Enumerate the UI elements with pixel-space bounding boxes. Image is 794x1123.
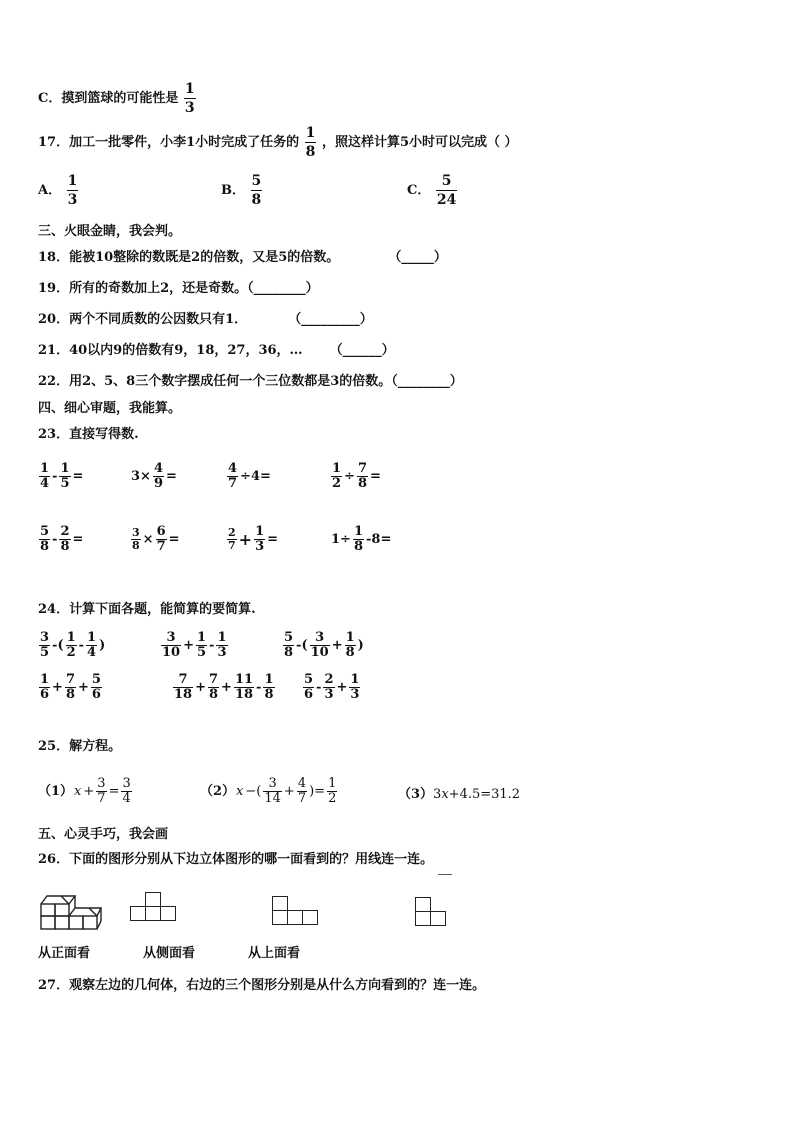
numerator: 1 xyxy=(184,81,195,97)
q23-item-1 xyxy=(38,462,84,491)
operator: + xyxy=(78,679,89,695)
numerator: 1 xyxy=(264,672,274,687)
numerator: 2 xyxy=(60,524,70,539)
q17-option-b[interactable] xyxy=(221,172,263,209)
fraction xyxy=(227,462,238,491)
operator: ) xyxy=(99,637,106,653)
answer-blank[interactable]: （_____） xyxy=(388,250,447,265)
equals: = xyxy=(72,468,84,484)
q23-item-2 xyxy=(130,462,178,491)
operator: −( xyxy=(245,783,262,799)
denominator: 8 xyxy=(40,539,50,554)
fraction xyxy=(131,527,141,552)
q17-option-a[interactable] xyxy=(38,172,79,209)
q23-item-8 xyxy=(330,525,392,554)
coefficient: 3 xyxy=(433,787,442,802)
view-figure-2[interactable] xyxy=(272,896,320,932)
denominator: 8 xyxy=(65,687,75,702)
q17-option-c[interactable] xyxy=(407,172,458,209)
denominator: 5 xyxy=(40,645,50,660)
denominator: 2 xyxy=(328,791,337,806)
fraction xyxy=(345,631,356,660)
denominator: 4 xyxy=(87,645,97,660)
fraction xyxy=(216,631,227,660)
operator: - xyxy=(52,531,58,547)
question-text: 18．能被10整除的数既是2的倍数，又是5的倍数。 xyxy=(38,250,340,265)
numerator: 3 xyxy=(122,776,131,791)
fraction xyxy=(96,777,106,806)
numerator: 1 xyxy=(350,672,360,687)
answer-blank[interactable]: （________） xyxy=(247,281,319,296)
denominator: 7 xyxy=(228,476,238,491)
denominator: 9 xyxy=(153,476,163,491)
fraction xyxy=(196,631,207,660)
denominator: 24 xyxy=(436,192,457,208)
denominator: 8 xyxy=(132,539,140,552)
fraction xyxy=(349,673,360,702)
view-figure-1[interactable] xyxy=(130,892,178,928)
denominator: 8 xyxy=(251,192,262,208)
q23-item-4 xyxy=(330,462,382,491)
numerator: 5 xyxy=(251,173,262,189)
operator: 1÷ xyxy=(331,531,351,547)
denominator: 3 xyxy=(350,687,360,702)
fraction xyxy=(303,673,314,702)
numerator: 3 xyxy=(315,630,325,645)
variable: x xyxy=(441,787,449,802)
numerator: 7 xyxy=(209,672,219,687)
q24-item-6 xyxy=(302,673,361,702)
question-25-title: 25．解方程。 xyxy=(38,739,122,754)
denominator: 6 xyxy=(91,687,101,702)
numerator: 1 xyxy=(66,630,76,645)
question-22 xyxy=(38,374,463,390)
fraction xyxy=(65,673,76,702)
question-text: ，照这样计算5小时可以完成（ ） xyxy=(321,135,518,150)
question-text: 22．用2、5、8三个数字摆成任何一个三位数都是3的倍数。 xyxy=(38,374,392,389)
denominator: 8 xyxy=(209,687,219,702)
denominator: 3 xyxy=(217,645,227,660)
operator: - xyxy=(78,637,85,653)
numerator: 11 xyxy=(234,672,254,687)
operator: -( xyxy=(52,637,64,653)
fraction xyxy=(173,673,193,702)
denominator: 7 xyxy=(156,539,166,554)
numerator: 5 xyxy=(40,524,50,539)
equation-label: （3） xyxy=(398,787,434,802)
fraction xyxy=(66,631,77,660)
numerator: 4 xyxy=(153,461,163,476)
section-5-title: 五、心灵手巧，我会画 xyxy=(38,827,169,842)
denominator: 4 xyxy=(40,476,50,491)
equals: = xyxy=(72,531,84,547)
expression: +4.5=31.2 xyxy=(448,787,521,802)
denominator: 7 xyxy=(228,539,236,552)
fraction xyxy=(39,462,50,491)
denominator: 8 xyxy=(264,687,274,702)
option-label: C． xyxy=(407,183,431,198)
fraction xyxy=(156,525,167,554)
numerator: 1 xyxy=(345,630,355,645)
q24-item-4 xyxy=(38,673,103,702)
operator: ÷4= xyxy=(240,468,271,484)
view-label-front[interactable]: 从正面看 xyxy=(38,946,91,961)
fraction xyxy=(208,673,219,702)
answer-blank[interactable]: （______） xyxy=(329,343,395,358)
fraction xyxy=(305,124,317,161)
fraction xyxy=(283,631,294,660)
q25-equation-3 xyxy=(398,787,520,803)
operator: - xyxy=(209,637,215,653)
question-text: 19．所有的奇数加上2，还是奇数。 xyxy=(38,281,248,296)
denominator: 8 xyxy=(357,476,367,491)
denominator: 6 xyxy=(304,687,314,702)
denominator: 6 xyxy=(40,687,50,702)
fraction xyxy=(39,525,50,554)
numerator: 4 xyxy=(297,776,307,791)
question-26-title: 26．下面的图形分别从下边立体图形的哪一面看到的？用线连一连。 xyxy=(38,852,434,867)
solid-figure xyxy=(40,888,102,930)
view-label-side[interactable]: 从侧面看 xyxy=(143,946,196,961)
numerator: 1 xyxy=(67,173,78,189)
fraction xyxy=(67,172,79,209)
fraction xyxy=(161,631,181,660)
numerator: 3 xyxy=(97,776,106,791)
question-21 xyxy=(38,343,395,359)
fraction xyxy=(39,631,50,660)
numerator: 1 xyxy=(60,461,70,476)
option-label: A． xyxy=(38,183,62,198)
denominator: 3 xyxy=(255,539,265,554)
fraction xyxy=(121,777,131,806)
numerator: 1 xyxy=(328,776,337,791)
question-19 xyxy=(38,281,319,297)
numerator: 2 xyxy=(228,526,236,539)
denominator: 2 xyxy=(66,645,76,660)
fraction xyxy=(331,462,342,491)
fraction xyxy=(254,525,265,554)
option-label: C．摸到篮球的可能性是 xyxy=(38,91,179,106)
cube-stack-icon xyxy=(40,888,102,930)
equals: = xyxy=(166,468,177,484)
denominator: 3 xyxy=(184,100,195,116)
numerator: 7 xyxy=(357,461,367,476)
denominator: 18 xyxy=(234,687,254,702)
answer-blank[interactable]: （________） xyxy=(391,374,463,389)
q23-item-6 xyxy=(130,525,181,554)
operator: ÷ xyxy=(344,468,355,484)
fraction xyxy=(310,631,330,660)
question-27-title: 27．观察左边的几何体，右边的三个图形分别是从什么方向看到的？连一连。 xyxy=(38,978,486,993)
operator: - xyxy=(316,679,322,695)
numerator: 5 xyxy=(284,630,294,645)
answer-blank[interactable]: （_________） xyxy=(288,312,373,327)
equals: = xyxy=(370,468,381,484)
numerator: 5 xyxy=(441,173,452,189)
fraction xyxy=(153,462,164,491)
equals: = xyxy=(108,783,120,799)
equals: = xyxy=(267,531,279,547)
numerator: 1 xyxy=(87,630,97,645)
fraction xyxy=(323,673,334,702)
denominator: 8 xyxy=(345,645,355,660)
numerator: 3 xyxy=(40,630,50,645)
denominator: 7 xyxy=(97,791,106,806)
fraction xyxy=(263,777,282,806)
numerator: 3 xyxy=(268,776,277,791)
question-text: 17．加工一批零件，小李1小时完成了任务的 xyxy=(38,135,300,150)
question-24-title: 24．计算下面各题，能简算的要简算. xyxy=(38,602,256,617)
denominator: 3 xyxy=(324,687,334,702)
numerator: 1 xyxy=(40,461,50,476)
numerator: 1 xyxy=(255,524,265,539)
denominator: 5 xyxy=(197,645,207,660)
numerator: 1 xyxy=(197,630,207,645)
q23-item-7 xyxy=(226,525,279,554)
q24-item-5 xyxy=(172,673,276,702)
equation-label: （1） xyxy=(38,783,74,799)
fraction xyxy=(297,777,307,806)
denominator: 7 xyxy=(297,791,307,806)
operator: + xyxy=(195,679,206,695)
question-text: 20．两个不同质数的公因数只有1． xyxy=(38,312,248,327)
denominator: 8 xyxy=(284,645,294,660)
question-text: 21．40以内9的倍数有9，18，27，36，… xyxy=(38,343,303,358)
fraction xyxy=(357,462,368,491)
operator: + xyxy=(331,637,343,653)
equation-label: （2） xyxy=(200,783,236,799)
operator: + xyxy=(238,529,253,549)
q24-item-1 xyxy=(38,631,106,660)
numerator: 1 xyxy=(332,461,342,476)
option-label: B． xyxy=(221,183,245,198)
numerator: 4 xyxy=(228,461,238,476)
denominator: 10 xyxy=(162,645,181,660)
operator: ) xyxy=(357,637,364,653)
operator: 3× xyxy=(131,468,151,484)
fraction xyxy=(184,80,196,117)
numerator: 3 xyxy=(166,630,176,645)
numerator: 6 xyxy=(156,524,166,539)
stray-mark xyxy=(438,874,452,875)
operator: + xyxy=(221,679,232,695)
question-20 xyxy=(38,312,373,328)
operator: - xyxy=(52,468,58,484)
denominator: 10 xyxy=(310,645,329,660)
equals: = xyxy=(168,531,180,547)
fraction xyxy=(59,462,70,491)
q24-item-3 xyxy=(282,631,365,660)
fraction xyxy=(91,673,102,702)
q23-item-3 xyxy=(226,462,272,491)
fraction xyxy=(86,631,97,660)
fraction xyxy=(59,525,70,554)
numerator: 3 xyxy=(132,526,140,539)
operator: + xyxy=(183,637,194,653)
fraction xyxy=(353,525,364,554)
operator: × xyxy=(142,531,154,547)
operator: + xyxy=(52,679,63,695)
numerator: 7 xyxy=(178,672,188,687)
q16-option-c xyxy=(38,80,197,117)
fraction xyxy=(251,172,263,209)
view-figure-3[interactable] xyxy=(415,897,449,933)
denominator: 2 xyxy=(332,476,342,491)
question-23-title: 23．直接写得数. xyxy=(38,427,139,442)
numerator: 1 xyxy=(217,630,227,645)
fraction xyxy=(436,172,457,209)
variable: x xyxy=(74,783,82,799)
view-label-top[interactable]: 从上面看 xyxy=(248,946,301,961)
denominator: 3 xyxy=(67,192,78,208)
fraction xyxy=(327,777,337,806)
operator: -8= xyxy=(366,531,392,547)
operator: + xyxy=(336,679,348,695)
numerator: 7 xyxy=(65,672,75,687)
operator: - xyxy=(256,679,262,695)
variable: x xyxy=(236,783,244,799)
equals: )= xyxy=(309,783,326,799)
denominator: 8 xyxy=(353,539,363,554)
numerator: 5 xyxy=(304,672,314,687)
operator: + xyxy=(83,783,95,799)
denominator: 8 xyxy=(305,144,316,160)
q23-item-5 xyxy=(38,525,84,554)
question-17 xyxy=(38,124,518,161)
denominator: 14 xyxy=(264,791,281,806)
operator: -( xyxy=(296,637,308,653)
numerator: 1 xyxy=(353,524,363,539)
fraction xyxy=(263,673,274,702)
q25-equation-1 xyxy=(38,777,133,806)
denominator: 5 xyxy=(60,476,70,491)
q24-item-2 xyxy=(160,631,229,660)
section-3-title: 三、火眼金睛，我会判。 xyxy=(38,224,182,239)
numerator: 1 xyxy=(40,672,50,687)
fraction xyxy=(227,527,237,552)
denominator: 4 xyxy=(122,791,131,806)
q25-equation-2 xyxy=(200,777,338,806)
numerator: 5 xyxy=(91,672,101,687)
numerator: 2 xyxy=(324,672,334,687)
numerator: 1 xyxy=(305,125,316,141)
fraction xyxy=(234,673,254,702)
question-18 xyxy=(38,250,447,266)
operator: + xyxy=(283,783,295,799)
denominator: 8 xyxy=(60,539,70,554)
denominator: 18 xyxy=(174,687,193,702)
fraction xyxy=(39,673,50,702)
section-4-title: 四、细心审题，我能算。 xyxy=(38,401,182,416)
